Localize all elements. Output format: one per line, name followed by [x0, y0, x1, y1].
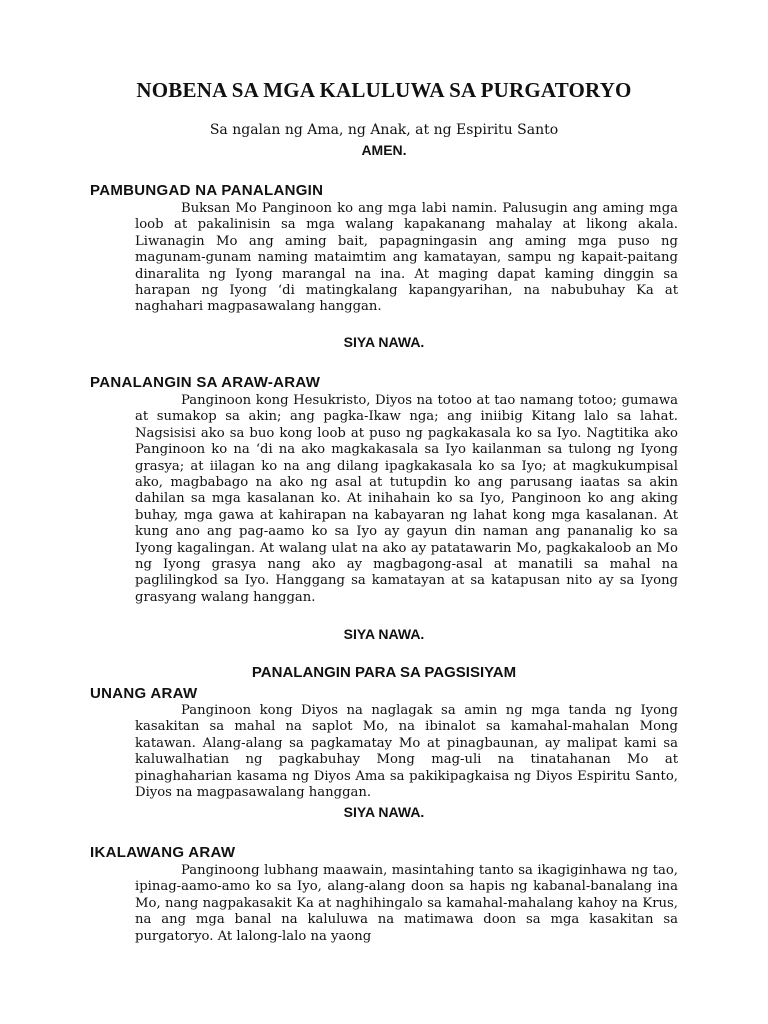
section-heading-araw-araw: PANALANGIN SA ARAW-ARAW	[90, 374, 321, 391]
araw-araw-body: Panginoon kong Hesukristo, Diyos na totoo at tao namang totoo; gumawa at sumakop sa akin; ang pagka-Ikaw nga; ang iniibig Kitang lalo sa lahat. Nagsisisi ako sa buo kong loob at puso ng pagkakasala ko sa Iyo. Nagtitika ako Panginoon ko na ‘di na ako magkakasala sa Iyo kailanman sa tulong ng Iyong grasya; at iilagan ko na ang dilang ipagkakasala ko sa Iyo; at magkukumpisal ako, magbabago na ako ng asal at tutupdin ko ang parusang iaatas sa akin dahilan sa mga kasalanan ko. At inihahain ko sa Iyo, Panginoon ko ang aking buhay, mga gawa at kahirapan na kabayaran ng lahat kong mga kasalanan. At kung ano ang pag-aamo ko sa Iyo ay gayun din naman ang pananalig ko sa Iyong kagalingan. At walang ulat na ako ay patatawarin Mo, pagkakaloob an Mo ng Iyong grasya nang ako ay magbagong-asal at manatili sa mahal na paglilingkod sa Iyo. Hanggang sa kamatayan at sa katapusan nito ay sa Iyong grasyang walang hanggan.	[135, 393, 678, 605]
unang-araw-body: Panginoon kong Diyos na naglagak sa amin ng mga tanda ng Iyong kasakitan sa mahal na saplot Mo, na ibinalot sa kamahal-mahalan Mong katawan. Alang-alang sa pagkamatay Mo at pinagbaunan, ay malipat kami sa kaluwalhatian ng pagkabuhay Mong mag-uli na tinatahanan Mo at pinaghaharian kasama ng Diyos Ama sa pakikipagkaisa ng Diyos Espiritu Santo, Diyos na magpasawalang hanggan.	[135, 703, 678, 801]
ikalawang-araw-body: Panginoong lubhang maawain, masintahing tanto sa ikagiginhawa ng tao, ipinag-aamo-amo ko sa Iyo, alang-alang doon sa hapis ng kabanal-banalang ina Mo, nang nagpakasakit Ka at naghihingalo sa kamahal-mahalang kahoy na Krus, na ang mga banal na kaluluwa na matimawa doon sa mga kasakitan sa purgatoryo. At lalong-lalo na yaong	[135, 863, 678, 944]
pambungad-closing: SIYA NAWA.	[343, 334, 425, 350]
pambungad-body: Buksan Mo Panginoon ko ang mga labi namin. Palusugin ang aming mga loob at pakalinisin sa mga walang kapakanang mahalay at likong akala. Liwanagin Mo ang aming bait, papagningasin ang aming mga puso ng magunam-gunam naming mataimtim ang kamatayan, sampu ng kapait-paitang dinaralita ng Iyong marangal na ina. At maging dapat kaming dinggin sa harapan ng Iyong ‘di matingkalang kapangyarihan, na nabubuhay Ka at naghahari magpasawalang hanggan.	[135, 201, 678, 315]
araw-araw-closing: SIYA NAWA.	[343, 626, 425, 642]
page-title: NOBENA SA MGA KALULUWA SA PURGATORYO	[136, 78, 632, 102]
unang-araw-closing: SIYA NAWA.	[343, 804, 425, 820]
amen-line: AMEN.	[361, 142, 407, 158]
section-heading-unang-araw: UNANG ARAW	[90, 685, 198, 702]
invocation-line: Sa ngalan ng Ama, ng Anak, at ng Espiritu Santo	[209, 122, 559, 138]
section-heading-pambungad: PAMBUNGAD NA PANALANGIN	[90, 182, 324, 199]
section-heading-ikalawang-araw: IKALAWANG ARAW	[90, 844, 236, 861]
section-heading-pagsisiyam: PANALANGIN PARA SA PAGSISIYAM	[251, 664, 517, 681]
